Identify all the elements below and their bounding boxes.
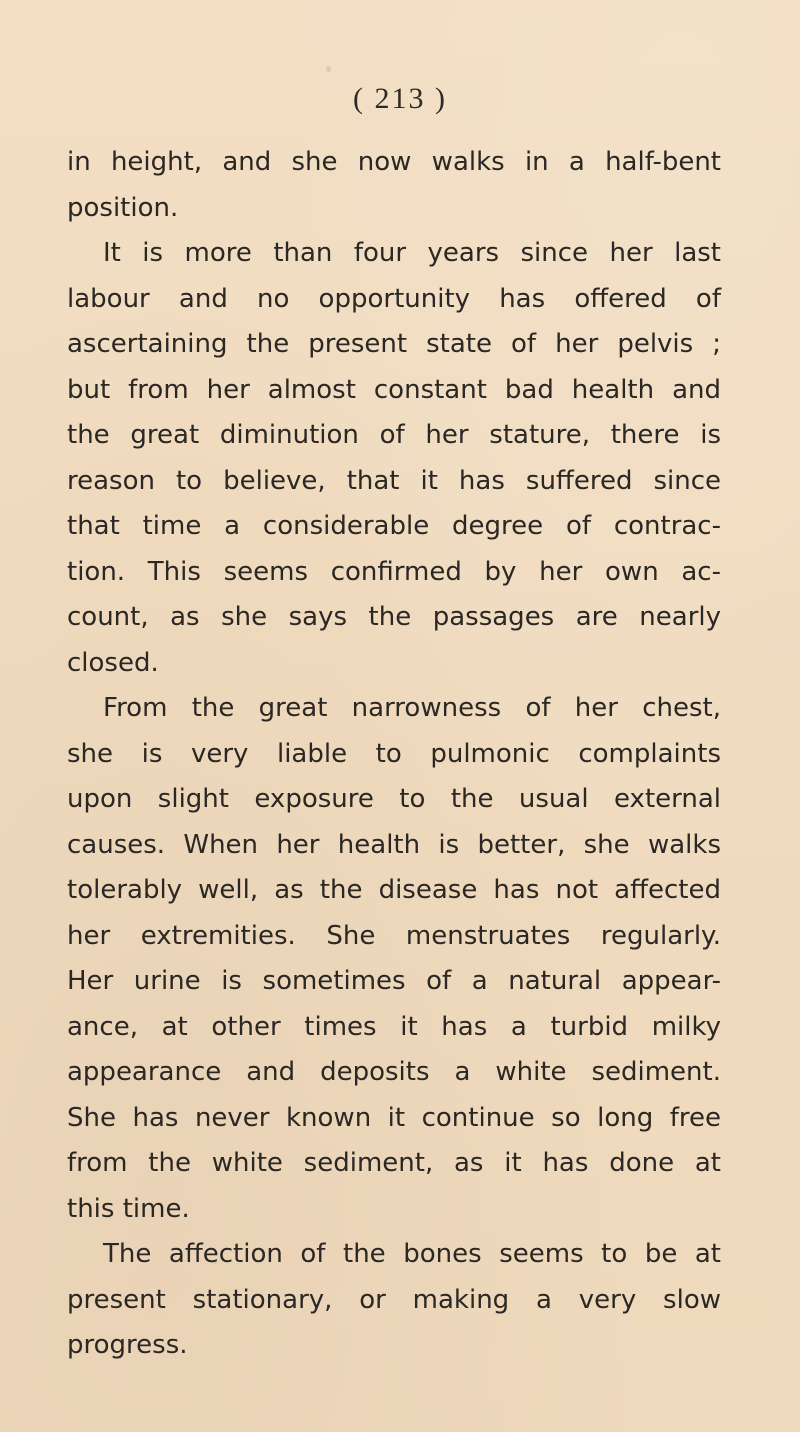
text-line: tolerably well, as the disease has not affected (67, 875, 721, 905)
text-line: from the white sediment, as it has done at (67, 1148, 721, 1178)
text-line: reason to believe, that it has suffered since (67, 465, 721, 496)
text-line: ascertaining the present state of her pelvis ; (67, 329, 721, 359)
text-line: appearance and deposits a white sediment. (67, 1057, 721, 1087)
text-line: present stationary, or making a very slow (67, 1284, 721, 1315)
text-line: position. (67, 192, 179, 223)
paper-speck (326, 66, 331, 72)
body-text (67, 140, 721, 1369)
text-line: labour and no opportunity has offered of (67, 283, 721, 314)
text-line: closed. (67, 647, 159, 678)
text-line: She has never known it continue so long free (67, 1102, 721, 1133)
text-line: but from her almost constant bad health and (67, 374, 721, 405)
text-line: count, as she says the passages are nearly (67, 602, 721, 632)
text-line: From the great narrowness of her chest, (103, 693, 721, 723)
page-number: ( 213 ) (353, 82, 447, 115)
text-line: that time a considerable degree of contrac- (67, 511, 721, 541)
text-line: Her urine is sometimes of a natural appear- (67, 966, 721, 996)
text-line: progress. (67, 1330, 188, 1360)
text-line: upon slight exposure to the usual external (67, 784, 721, 814)
text-line: causes. When her health is better, she walks (67, 829, 721, 860)
text-line: tion. This seems confirmed by her own ac- (67, 556, 721, 587)
text-line: her extremities. She menstruates regularly. (67, 920, 721, 951)
text-line: ance, at other times it has a turbid milky (67, 1011, 721, 1042)
text-line: she is very liable to pulmonic complaints (67, 738, 721, 769)
text-line: The affection of the bones seems to be at (103, 1239, 721, 1269)
text-line: this time. (67, 1193, 190, 1224)
text-line: the great diminution of her stature, there is (67, 420, 721, 450)
text-line: It is more than four years since her last (103, 238, 721, 268)
text-line: in height, and she now walks in a half-bent (67, 147, 721, 177)
